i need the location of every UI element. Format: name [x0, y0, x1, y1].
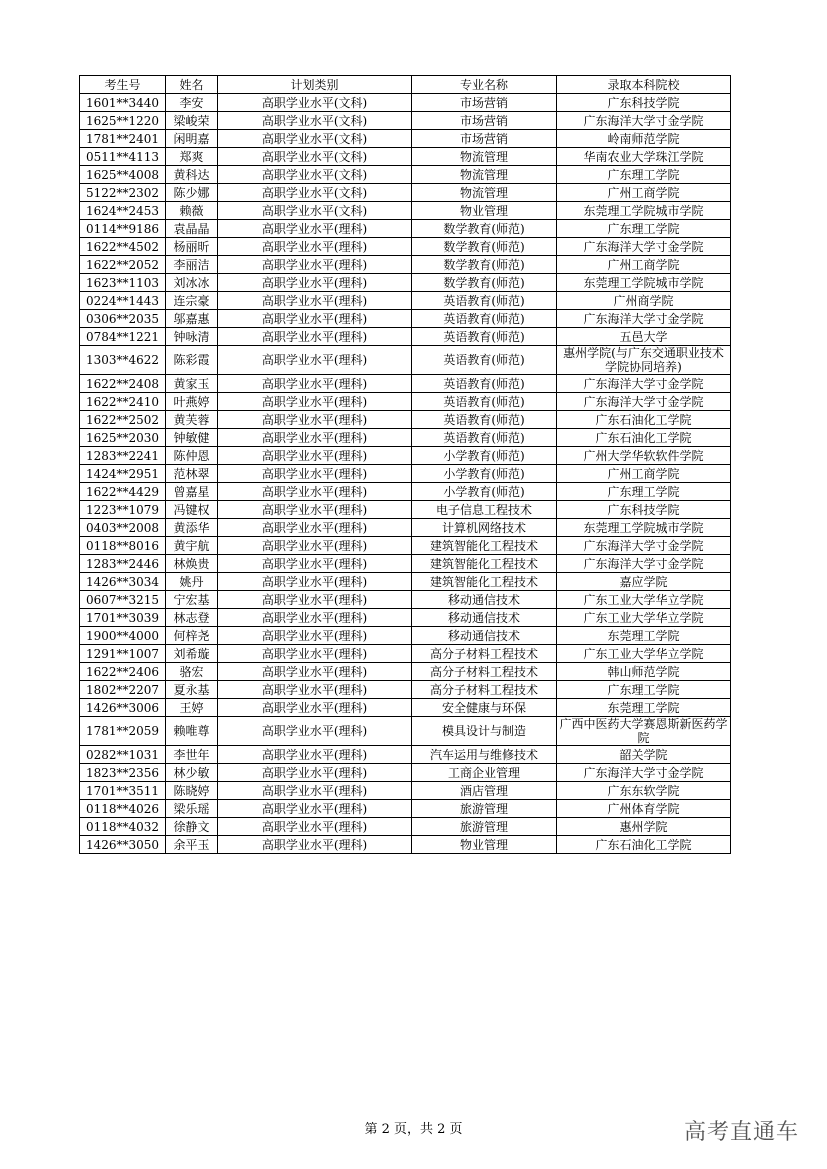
- cell-college: 广东海洋大学寸金学院: [557, 764, 731, 782]
- cell-name: 黄芙蓉: [166, 411, 218, 429]
- cell-name: 连宗豪: [166, 292, 218, 310]
- cell-plan-type: 高职学业水平(理科): [218, 836, 412, 854]
- cell-college: 五邑大学: [557, 328, 731, 346]
- cell-exam-id: 1426**3034: [80, 573, 166, 591]
- cell-name: 黄家玉: [166, 375, 218, 393]
- cell-college: 广东工业大学华立学院: [557, 609, 731, 627]
- cell-plan-type: 高职学业水平(理科): [218, 609, 412, 627]
- cell-name: 李安: [166, 94, 218, 112]
- cell-college: 广东工业大学华立学院: [557, 645, 731, 663]
- cell-plan-type: 高职学业水平(理科): [218, 447, 412, 465]
- cell-major: 数学教育(师范): [412, 238, 557, 256]
- cell-name: 邬嘉惠: [166, 310, 218, 328]
- table-row: [80, 94, 731, 112]
- cell-plan-type: 高职学业水平(理科): [218, 483, 412, 501]
- table-row: [80, 483, 731, 501]
- table-row: [80, 184, 731, 202]
- cell-college: 惠州学院: [557, 818, 731, 836]
- cell-plan-type: 高职学业水平(理科): [218, 818, 412, 836]
- cell-exam-id: 1781**2401: [80, 130, 166, 148]
- cell-major: 数学教育(师范): [412, 256, 557, 274]
- cell-exam-id: 1622**2052: [80, 256, 166, 274]
- cell-college: 广州工商学院: [557, 184, 731, 202]
- cell-college: 广西中医药大学赛恩斯新医药学院: [557, 717, 731, 746]
- cell-plan-type: 高职学业水平(文科): [218, 130, 412, 148]
- cell-college: 广东海洋大学寸金学院: [557, 375, 731, 393]
- cell-exam-id: 1426**3006: [80, 699, 166, 717]
- cell-name: 夏永基: [166, 681, 218, 699]
- cell-college: 广东石油化工学院: [557, 836, 731, 854]
- cell-major: 高分子材料工程技术: [412, 663, 557, 681]
- cell-exam-id: 1781**2059: [80, 717, 166, 746]
- cell-plan-type: 高职学业水平(理科): [218, 501, 412, 519]
- cell-exam-id: 1622**2406: [80, 663, 166, 681]
- cell-name: 叶燕婷: [166, 393, 218, 411]
- cell-major: 模具设计与制造: [412, 717, 557, 746]
- table-row: [80, 699, 731, 717]
- cell-name: 闲明嘉: [166, 130, 218, 148]
- cell-plan-type: 高职学业水平(理科): [218, 782, 412, 800]
- cell-name: 曾嘉星: [166, 483, 218, 501]
- cell-college: 韩山师范学院: [557, 663, 731, 681]
- admission-table: [79, 75, 731, 854]
- cell-exam-id: 1701**3039: [80, 609, 166, 627]
- cell-major: 移动通信技术: [412, 627, 557, 645]
- table-row: [80, 836, 731, 854]
- table-row: [80, 555, 731, 573]
- cell-exam-id: 0118**8016: [80, 537, 166, 555]
- cell-major: 物流管理: [412, 166, 557, 184]
- cell-major: 安全健康与环保: [412, 699, 557, 717]
- cell-exam-id: 1625**4008: [80, 166, 166, 184]
- cell-plan-type: 高职学业水平(理科): [218, 519, 412, 537]
- table-row: [80, 411, 731, 429]
- cell-exam-id: 1701**3511: [80, 782, 166, 800]
- cell-plan-type: 高职学业水平(理科): [218, 292, 412, 310]
- cell-plan-type: 高职学业水平(理科): [218, 699, 412, 717]
- cell-plan-type: 高职学业水平(理科): [218, 764, 412, 782]
- cell-major: 汽车运用与维修技术: [412, 746, 557, 764]
- cell-major: 数学教育(师范): [412, 274, 557, 292]
- cell-plan-type: 高职学业水平(理科): [218, 310, 412, 328]
- table-row: [80, 274, 731, 292]
- watermark-logo: 高考直通车: [683, 1120, 799, 1145]
- cell-plan-type: 高职学业水平(文科): [218, 166, 412, 184]
- cell-plan-type: 高职学业水平(理科): [218, 465, 412, 483]
- cell-exam-id: 1622**4429: [80, 483, 166, 501]
- cell-major: 市场营销: [412, 112, 557, 130]
- table-row: [80, 501, 731, 519]
- cell-exam-id: 1283**2241: [80, 447, 166, 465]
- cell-college: 广东海洋大学寸金学院: [557, 555, 731, 573]
- cell-major: 建筑智能化工程技术: [412, 573, 557, 591]
- cell-plan-type: 高职学业水平(文科): [218, 94, 412, 112]
- table-row: [80, 465, 731, 483]
- header-exam-id: 考生号: [80, 76, 166, 94]
- cell-major: 小学教育(师范): [412, 465, 557, 483]
- cell-plan-type: 高职学业水平(理科): [218, 274, 412, 292]
- cell-plan-type: 高职学业水平(理科): [218, 256, 412, 274]
- table-row: [80, 645, 731, 663]
- cell-exam-id: 1625**1220: [80, 112, 166, 130]
- header-name: 姓名: [166, 76, 218, 94]
- cell-name: 冯键权: [166, 501, 218, 519]
- cell-exam-id: 1601**3440: [80, 94, 166, 112]
- cell-name: 刘冰冰: [166, 274, 218, 292]
- cell-major: 移动通信技术: [412, 591, 557, 609]
- table-row: [80, 627, 731, 645]
- cell-exam-id: 1622**2410: [80, 393, 166, 411]
- cell-name: 黄科达: [166, 166, 218, 184]
- cell-major: 英语教育(师范): [412, 429, 557, 447]
- table-row: [80, 782, 731, 800]
- cell-college: 广东海洋大学寸金学院: [557, 537, 731, 555]
- cell-name: 姚丹: [166, 573, 218, 591]
- cell-exam-id: 0511**4113: [80, 148, 166, 166]
- cell-plan-type: 高职学业水平(理科): [218, 717, 412, 746]
- cell-exam-id: 1424**2951: [80, 465, 166, 483]
- cell-exam-id: 1223**1079: [80, 501, 166, 519]
- cell-college: 广州工商学院: [557, 465, 731, 483]
- cell-name: 林少敏: [166, 764, 218, 782]
- cell-major: 物流管理: [412, 148, 557, 166]
- cell-major: 小学教育(师范): [412, 447, 557, 465]
- cell-plan-type: 高职学业水平(理科): [218, 746, 412, 764]
- cell-name: 陈彩霞: [166, 346, 218, 375]
- cell-plan-type: 高职学业水平(文科): [218, 184, 412, 202]
- cell-major: 工商企业管理: [412, 764, 557, 782]
- cell-name: 余平玉: [166, 836, 218, 854]
- cell-name: 刘希璇: [166, 645, 218, 663]
- cell-exam-id: 0282**1031: [80, 746, 166, 764]
- cell-major: 计算机网络技术: [412, 519, 557, 537]
- cell-name: 陈少娜: [166, 184, 218, 202]
- table-row: [80, 591, 731, 609]
- cell-exam-id: 0224**1443: [80, 292, 166, 310]
- cell-name: 陈晓婷: [166, 782, 218, 800]
- cell-college: 华南农业大学珠江学院: [557, 148, 731, 166]
- cell-major: 高分子材料工程技术: [412, 681, 557, 699]
- table-body: [80, 94, 731, 854]
- cell-college: 东莞理工学院城市学院: [557, 274, 731, 292]
- table-row: [80, 681, 731, 699]
- cell-major: 小学教育(师范): [412, 483, 557, 501]
- cell-name: 徐静文: [166, 818, 218, 836]
- table-row: [80, 429, 731, 447]
- page-number: 第 2 页，共 2 页: [364, 1122, 463, 1137]
- table-row: [80, 202, 731, 220]
- cell-exam-id: 0306**2035: [80, 310, 166, 328]
- cell-major: 英语教育(师范): [412, 346, 557, 375]
- table-row: [80, 447, 731, 465]
- table-row: [80, 519, 731, 537]
- cell-exam-id: 1622**4502: [80, 238, 166, 256]
- cell-plan-type: 高职学业水平(理科): [218, 393, 412, 411]
- cell-college: 东莞理工学院: [557, 699, 731, 717]
- cell-name: 李丽洁: [166, 256, 218, 274]
- table-row: [80, 573, 731, 591]
- table-row: [80, 130, 731, 148]
- cell-college: 韶关学院: [557, 746, 731, 764]
- cell-major: 英语教育(师范): [412, 393, 557, 411]
- cell-exam-id: 5122**2302: [80, 184, 166, 202]
- table-row: [80, 238, 731, 256]
- cell-college: 广东东软学院: [557, 782, 731, 800]
- cell-college: 东莞理工学院城市学院: [557, 202, 731, 220]
- cell-college: 广东海洋大学寸金学院: [557, 238, 731, 256]
- cell-college: 广东工业大学华立学院: [557, 591, 731, 609]
- cell-major: 酒店管理: [412, 782, 557, 800]
- cell-exam-id: 1625**2030: [80, 429, 166, 447]
- cell-name: 林焕贵: [166, 555, 218, 573]
- cell-exam-id: 1426**3050: [80, 836, 166, 854]
- cell-plan-type: 高职学业水平(理科): [218, 346, 412, 375]
- table-row: [80, 818, 731, 836]
- cell-name: 赖唯尊: [166, 717, 218, 746]
- cell-college: 广东理工学院: [557, 483, 731, 501]
- table-row: [80, 112, 731, 130]
- cell-major: 电子信息工程技术: [412, 501, 557, 519]
- cell-college: 广东理工学院: [557, 166, 731, 184]
- cell-exam-id: 0118**4026: [80, 800, 166, 818]
- table-row: [80, 292, 731, 310]
- cell-plan-type: 高职学业水平(理科): [218, 411, 412, 429]
- cell-college: 广东石油化工学院: [557, 411, 731, 429]
- header-row: [80, 76, 731, 94]
- table-row: [80, 746, 731, 764]
- table-row: [80, 166, 731, 184]
- cell-major: 英语教育(师范): [412, 292, 557, 310]
- cell-college: 广东科技学院: [557, 94, 731, 112]
- cell-exam-id: 1622**2408: [80, 375, 166, 393]
- table-row: [80, 663, 731, 681]
- cell-plan-type: 高职学业水平(理科): [218, 591, 412, 609]
- cell-name: 梁乐瑶: [166, 800, 218, 818]
- cell-exam-id: 1900**4000: [80, 627, 166, 645]
- cell-exam-id: 0118**4032: [80, 818, 166, 836]
- cell-plan-type: 高职学业水平(文科): [218, 112, 412, 130]
- cell-college: 东莞理工学院: [557, 627, 731, 645]
- cell-name: 黄添华: [166, 519, 218, 537]
- cell-name: 林志登: [166, 609, 218, 627]
- cell-exam-id: 1802**2207: [80, 681, 166, 699]
- cell-major: 建筑智能化工程技术: [412, 555, 557, 573]
- table-row: [80, 800, 731, 818]
- cell-college: 广东科技学院: [557, 501, 731, 519]
- table-row: [80, 375, 731, 393]
- cell-plan-type: 高职学业水平(理科): [218, 429, 412, 447]
- cell-major: 英语教育(师范): [412, 310, 557, 328]
- cell-plan-type: 高职学业水平(文科): [218, 148, 412, 166]
- cell-plan-type: 高职学业水平(文科): [218, 202, 412, 220]
- cell-exam-id: 1291**1007: [80, 645, 166, 663]
- cell-major: 高分子材料工程技术: [412, 645, 557, 663]
- header-college: 录取本科院校: [557, 76, 731, 94]
- cell-college: 广州体育学院: [557, 800, 731, 818]
- cell-exam-id: 0403**2008: [80, 519, 166, 537]
- cell-plan-type: 高职学业水平(理科): [218, 627, 412, 645]
- cell-plan-type: 高职学业水平(理科): [218, 375, 412, 393]
- cell-major: 建筑智能化工程技术: [412, 537, 557, 555]
- cell-name: 李世年: [166, 746, 218, 764]
- header-major: 专业名称: [412, 76, 557, 94]
- cell-exam-id: 0114**9186: [80, 220, 166, 238]
- cell-major: 英语教育(师范): [412, 411, 557, 429]
- cell-name: 黄宇航: [166, 537, 218, 555]
- cell-major: 英语教育(师范): [412, 328, 557, 346]
- table-row: [80, 717, 731, 746]
- cell-major: 市场营销: [412, 94, 557, 112]
- cell-name: 杨丽昕: [166, 238, 218, 256]
- cell-major: 旅游管理: [412, 818, 557, 836]
- cell-plan-type: 高职学业水平(理科): [218, 220, 412, 238]
- cell-college: 广州工商学院: [557, 256, 731, 274]
- header-plan-type: 计划类别: [218, 76, 412, 94]
- cell-exam-id: 1623**1103: [80, 274, 166, 292]
- cell-name: 何梓尧: [166, 627, 218, 645]
- cell-major: 移动通信技术: [412, 609, 557, 627]
- table-row: [80, 537, 731, 555]
- cell-college: 广东海洋大学寸金学院: [557, 112, 731, 130]
- cell-exam-id: 1823**2356: [80, 764, 166, 782]
- cell-name: 钟敏健: [166, 429, 218, 447]
- table-row: [80, 764, 731, 782]
- cell-name: 梁峻荣: [166, 112, 218, 130]
- cell-plan-type: 高职学业水平(理科): [218, 681, 412, 699]
- cell-plan-type: 高职学业水平(理科): [218, 645, 412, 663]
- cell-plan-type: 高职学业水平(理科): [218, 555, 412, 573]
- cell-plan-type: 高职学业水平(理科): [218, 537, 412, 555]
- table-row: [80, 609, 731, 627]
- cell-name: 袁晶晶: [166, 220, 218, 238]
- cell-major: 物业管理: [412, 202, 557, 220]
- cell-name: 骆宏: [166, 663, 218, 681]
- table-row: [80, 310, 731, 328]
- cell-major: 市场营销: [412, 130, 557, 148]
- cell-major: 英语教育(师范): [412, 375, 557, 393]
- cell-name: 赖薇: [166, 202, 218, 220]
- cell-college: 广东理工学院: [557, 681, 731, 699]
- cell-plan-type: 高职学业水平(理科): [218, 238, 412, 256]
- cell-exam-id: 1624**2453: [80, 202, 166, 220]
- cell-plan-type: 高职学业水平(理科): [218, 800, 412, 818]
- table-row: [80, 328, 731, 346]
- cell-college: 广州商学院: [557, 292, 731, 310]
- cell-major: 物业管理: [412, 836, 557, 854]
- cell-name: 宁宏基: [166, 591, 218, 609]
- cell-college: 惠州学院(与广东交通职业技术学院协同培养): [557, 346, 731, 375]
- cell-college: 广东海洋大学寸金学院: [557, 393, 731, 411]
- cell-college: 广东海洋大学寸金学院: [557, 310, 731, 328]
- table-row: [80, 148, 731, 166]
- cell-major: 物流管理: [412, 184, 557, 202]
- cell-college: 广州大学华软软件学院: [557, 447, 731, 465]
- cell-name: 范林翠: [166, 465, 218, 483]
- cell-name: 郑爽: [166, 148, 218, 166]
- table-header: [80, 76, 731, 94]
- cell-exam-id: 0607**3215: [80, 591, 166, 609]
- cell-plan-type: 高职学业水平(理科): [218, 328, 412, 346]
- table-row: [80, 346, 731, 375]
- cell-college: 东莞理工学院城市学院: [557, 519, 731, 537]
- cell-major: 数学教育(师范): [412, 220, 557, 238]
- cell-college: 岭南师范学院: [557, 130, 731, 148]
- table-row: [80, 256, 731, 274]
- cell-exam-id: 1622**2502: [80, 411, 166, 429]
- cell-college: 嘉应学院: [557, 573, 731, 591]
- cell-name: 钟咏清: [166, 328, 218, 346]
- cell-plan-type: 高职学业水平(理科): [218, 663, 412, 681]
- cell-plan-type: 高职学业水平(理科): [218, 573, 412, 591]
- table-row: [80, 393, 731, 411]
- table-row: [80, 220, 731, 238]
- cell-exam-id: 1303**4622: [80, 346, 166, 375]
- cell-exam-id: 1283**2446: [80, 555, 166, 573]
- cell-name: 陈仲恩: [166, 447, 218, 465]
- cell-name: 王婷: [166, 699, 218, 717]
- cell-college: 广东石油化工学院: [557, 429, 731, 447]
- cell-major: 旅游管理: [412, 800, 557, 818]
- cell-college: 广东理工学院: [557, 220, 731, 238]
- cell-exam-id: 0784**1221: [80, 328, 166, 346]
